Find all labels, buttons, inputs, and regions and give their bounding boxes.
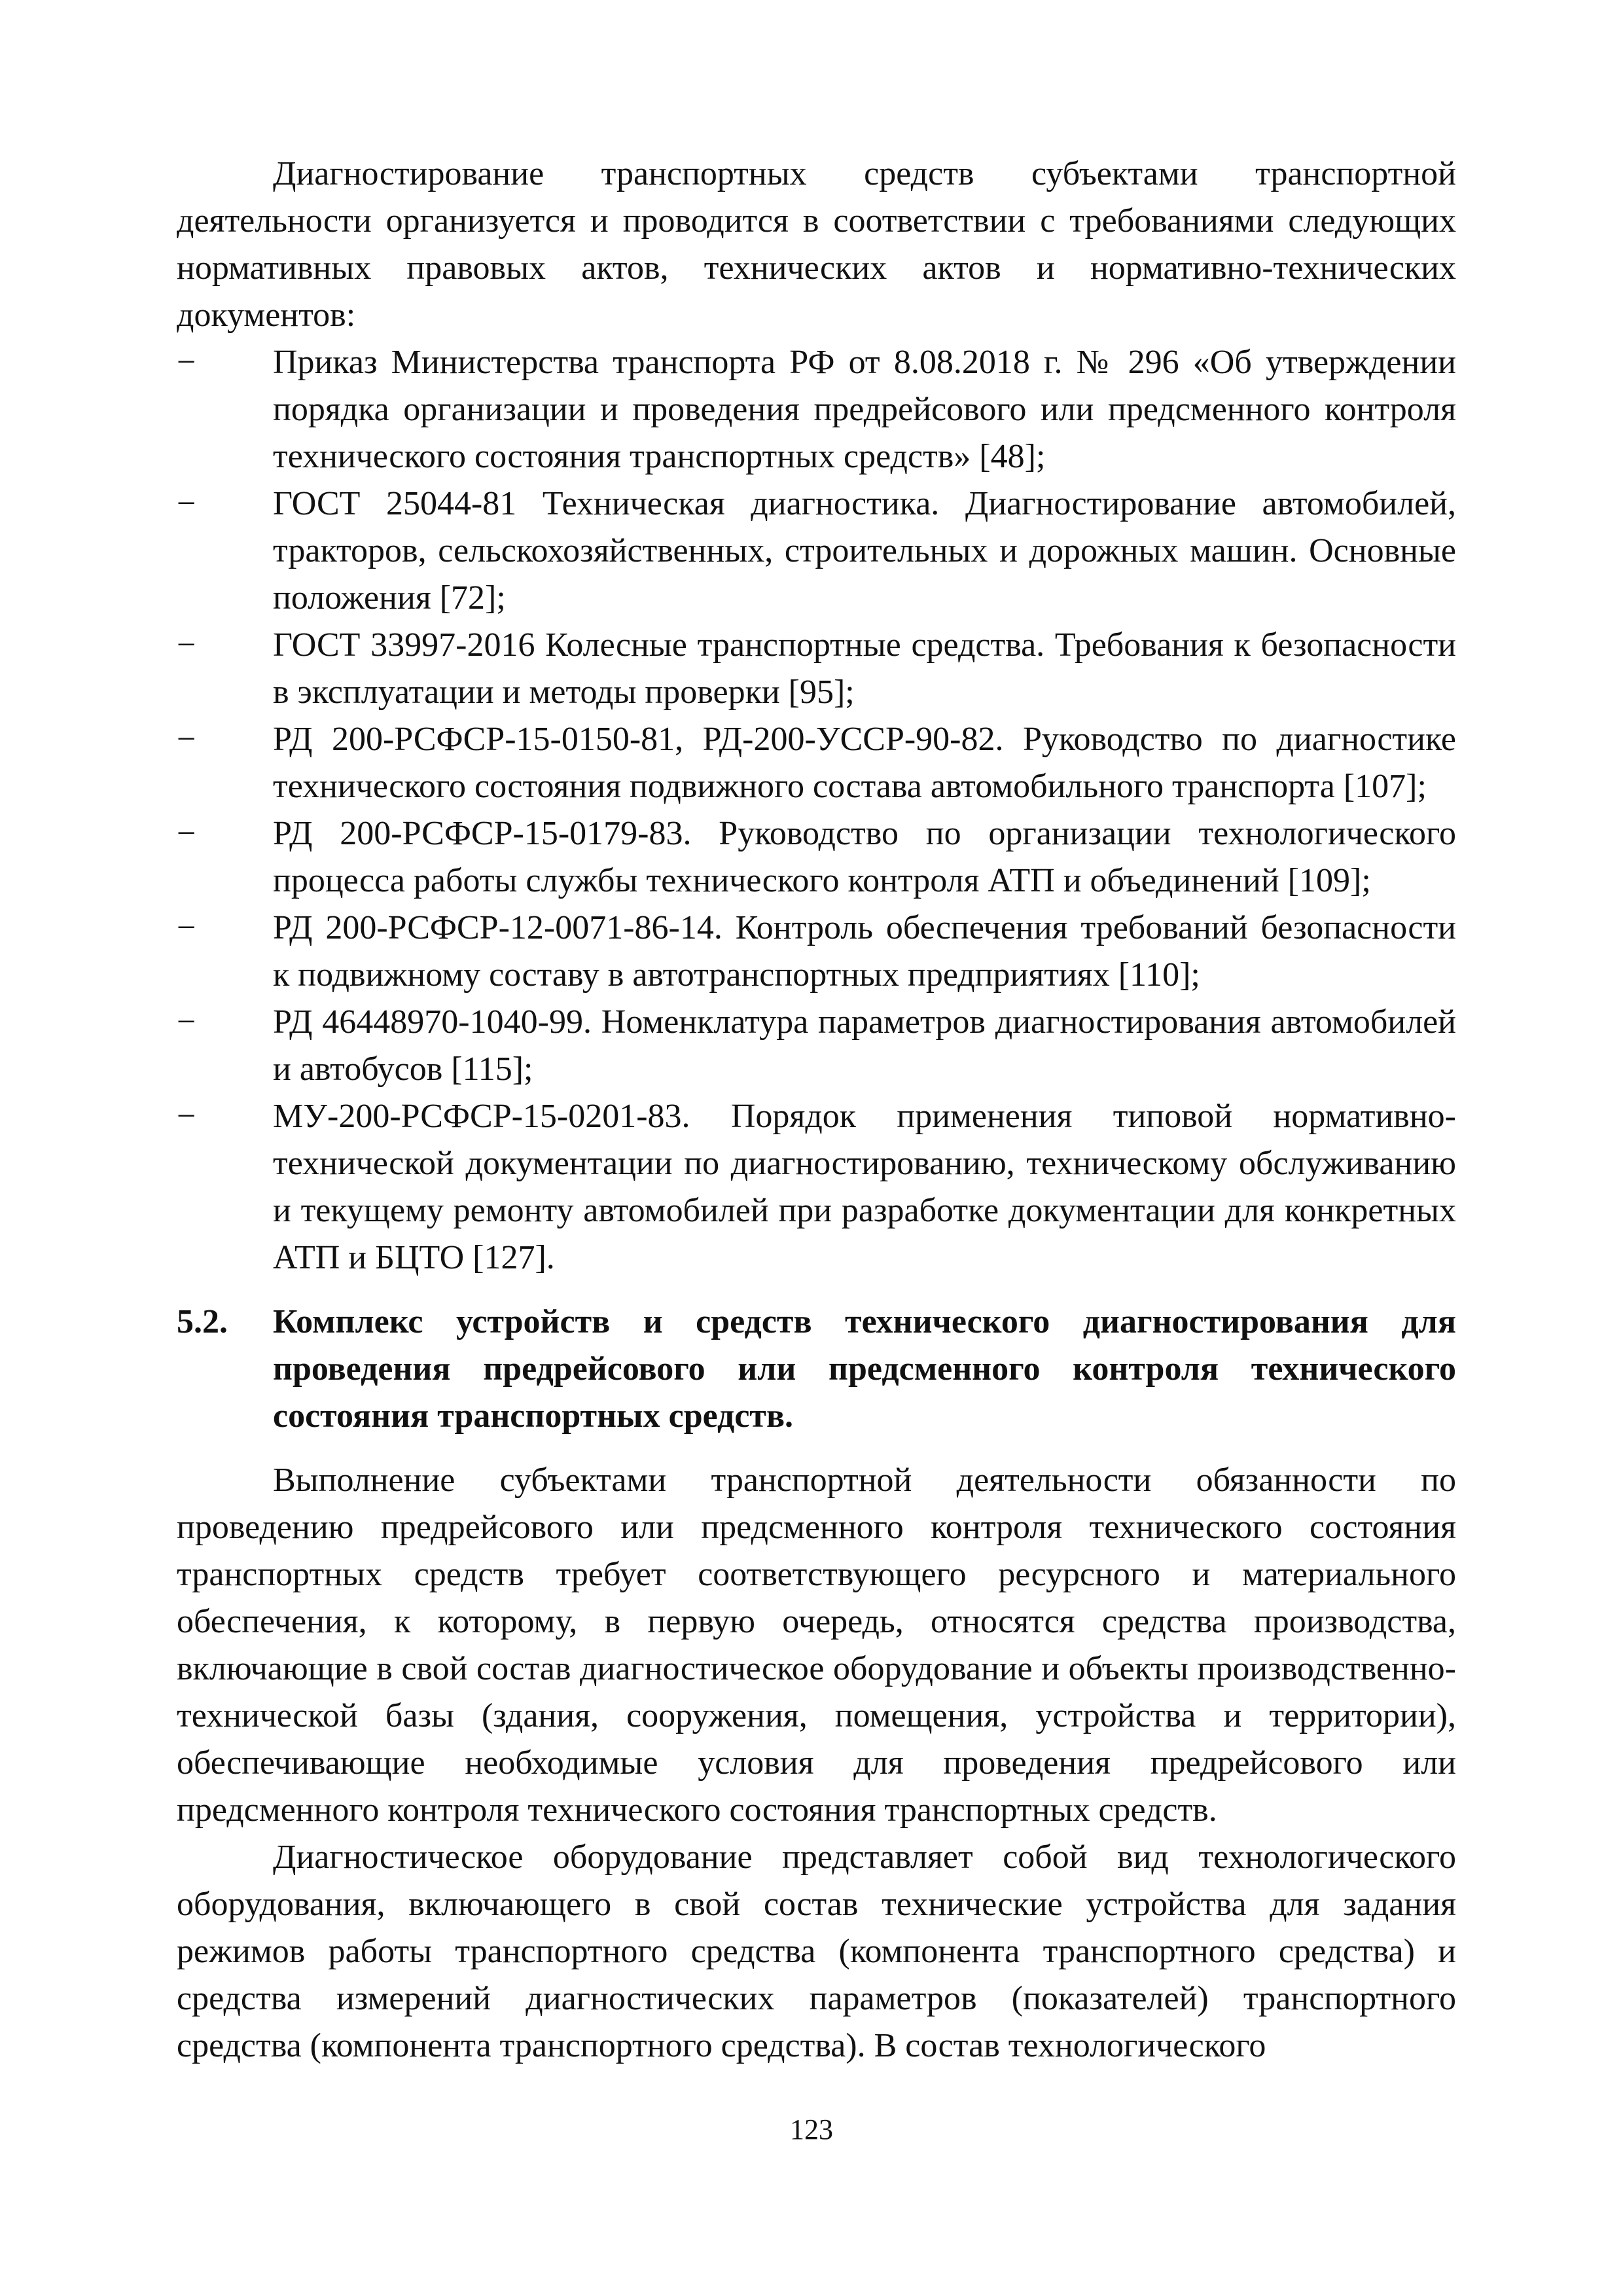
list-dash: − bbox=[177, 721, 196, 758]
body-paragraph: Выполнение субъектами транспортной деятельности обязанности по проведению предрейсового или предсменного контроля технического состояния транспортных средств требует соответствующего ресурсного и материального обеспечения, к которому, в первую очередь, относятся средства производства, включающие в свой состав диагностическое оборудование и объекты производственно-технической базы (здания, сооружения, помещения, устройства и территории), обеспечивающие необходимые условия для проведения предрейсового или предсменного контроля технического состояния транспортных средств. bbox=[177, 1462, 1456, 1829]
list-item-text: ГОСТ 25044-81 Техническая диагностика. Диагностирование автомобилей, тракторов, сельскохозяйственных, строительных и дорожных машин. Основные положения [72]; bbox=[273, 485, 1456, 617]
intro-paragraph: Диагностирование транспортных средств субъектами транспортной деятельности организуется и проводится в соответствии с требованиями следующих нормативных правовых актов, технических актов и нормативно-технических документов: bbox=[177, 155, 1456, 334]
list-dash: − bbox=[177, 1098, 196, 1135]
section-number: 5.2. bbox=[177, 1303, 228, 1340]
list-item bbox=[177, 810, 1456, 905]
list-item bbox=[177, 622, 1456, 716]
list-item-text: РД 200-РСФСР-15-0179-83. Руководство по организации технологического процесса работы службы технического контроля АТП и объединений [109]; bbox=[273, 815, 1456, 899]
section-heading bbox=[177, 1299, 1456, 1440]
list-dash: − bbox=[177, 1003, 196, 1041]
section-title: Комплекс устройств и средств технического диагностирования для проведения предрейсового или предсменного контроля технического состояния транспортных средств. bbox=[273, 1303, 1456, 1435]
list-item-text: ГОСТ 33997-2016 Колесные транспортные средства. Требования к безопасности в эксплуатации и методы проверки [95]; bbox=[273, 626, 1456, 711]
list-item bbox=[177, 999, 1456, 1093]
list-item bbox=[177, 339, 1456, 480]
document-page bbox=[177, 151, 1456, 2070]
list-dash: − bbox=[177, 344, 196, 381]
list-item bbox=[177, 1093, 1456, 1282]
list-dash: − bbox=[177, 815, 196, 852]
list-item-text: РД 200-РСФСР-12-0071-86-14. Контроль обеспечения требований безопасности к подвижному составу в автотранспортных предприятиях [110]; bbox=[273, 909, 1456, 994]
list-item bbox=[177, 716, 1456, 810]
page-number: 123 bbox=[790, 2113, 833, 2145]
list-item-text: РД 200-РСФСР-15-0150-81, РД-200-УССР-90-82. Руководство по диагностике технического состояния подвижного состава автомобильного транспорта [107]; bbox=[273, 721, 1456, 805]
list-dash: − bbox=[177, 909, 196, 946]
list-dash: − bbox=[177, 485, 196, 522]
list-item-text: Приказ Министерства транспорта РФ от 8.08.2018 г. № 296 «Об утверждении порядка организации и проведения предрейсового или предсменного контроля технического состояния транспортных средств» [48]; bbox=[273, 344, 1456, 475]
list-item-text: МУ-200-РСФСР-15-0201-83. Порядок применения типовой нормативно-технической документации по диагностированию, техническому обслуживанию и текущему ремонту автомобилей при разработке документации для конкретных АТП и БЦТО [127]. bbox=[273, 1098, 1456, 1276]
list-item bbox=[177, 905, 1456, 999]
body-paragraph: Диагностическое оборудование представляет собой вид технологического оборудования, включающего в свой состав технические устройства для задания режимов работы транспортного средства (компонента транспортного средства) и средства измерений диагностических параметров (показателей) транспортного средства (компонента транспортного средства). В состав технологического bbox=[177, 1839, 1456, 2064]
list-item bbox=[177, 480, 1456, 622]
regulations-list bbox=[177, 339, 1456, 1282]
list-item-text: РД 46448970-1040-99. Номенклатура параметров диагностирования автомобилей и автобусов [115]; bbox=[273, 1003, 1456, 1088]
list-dash: − bbox=[177, 626, 196, 664]
